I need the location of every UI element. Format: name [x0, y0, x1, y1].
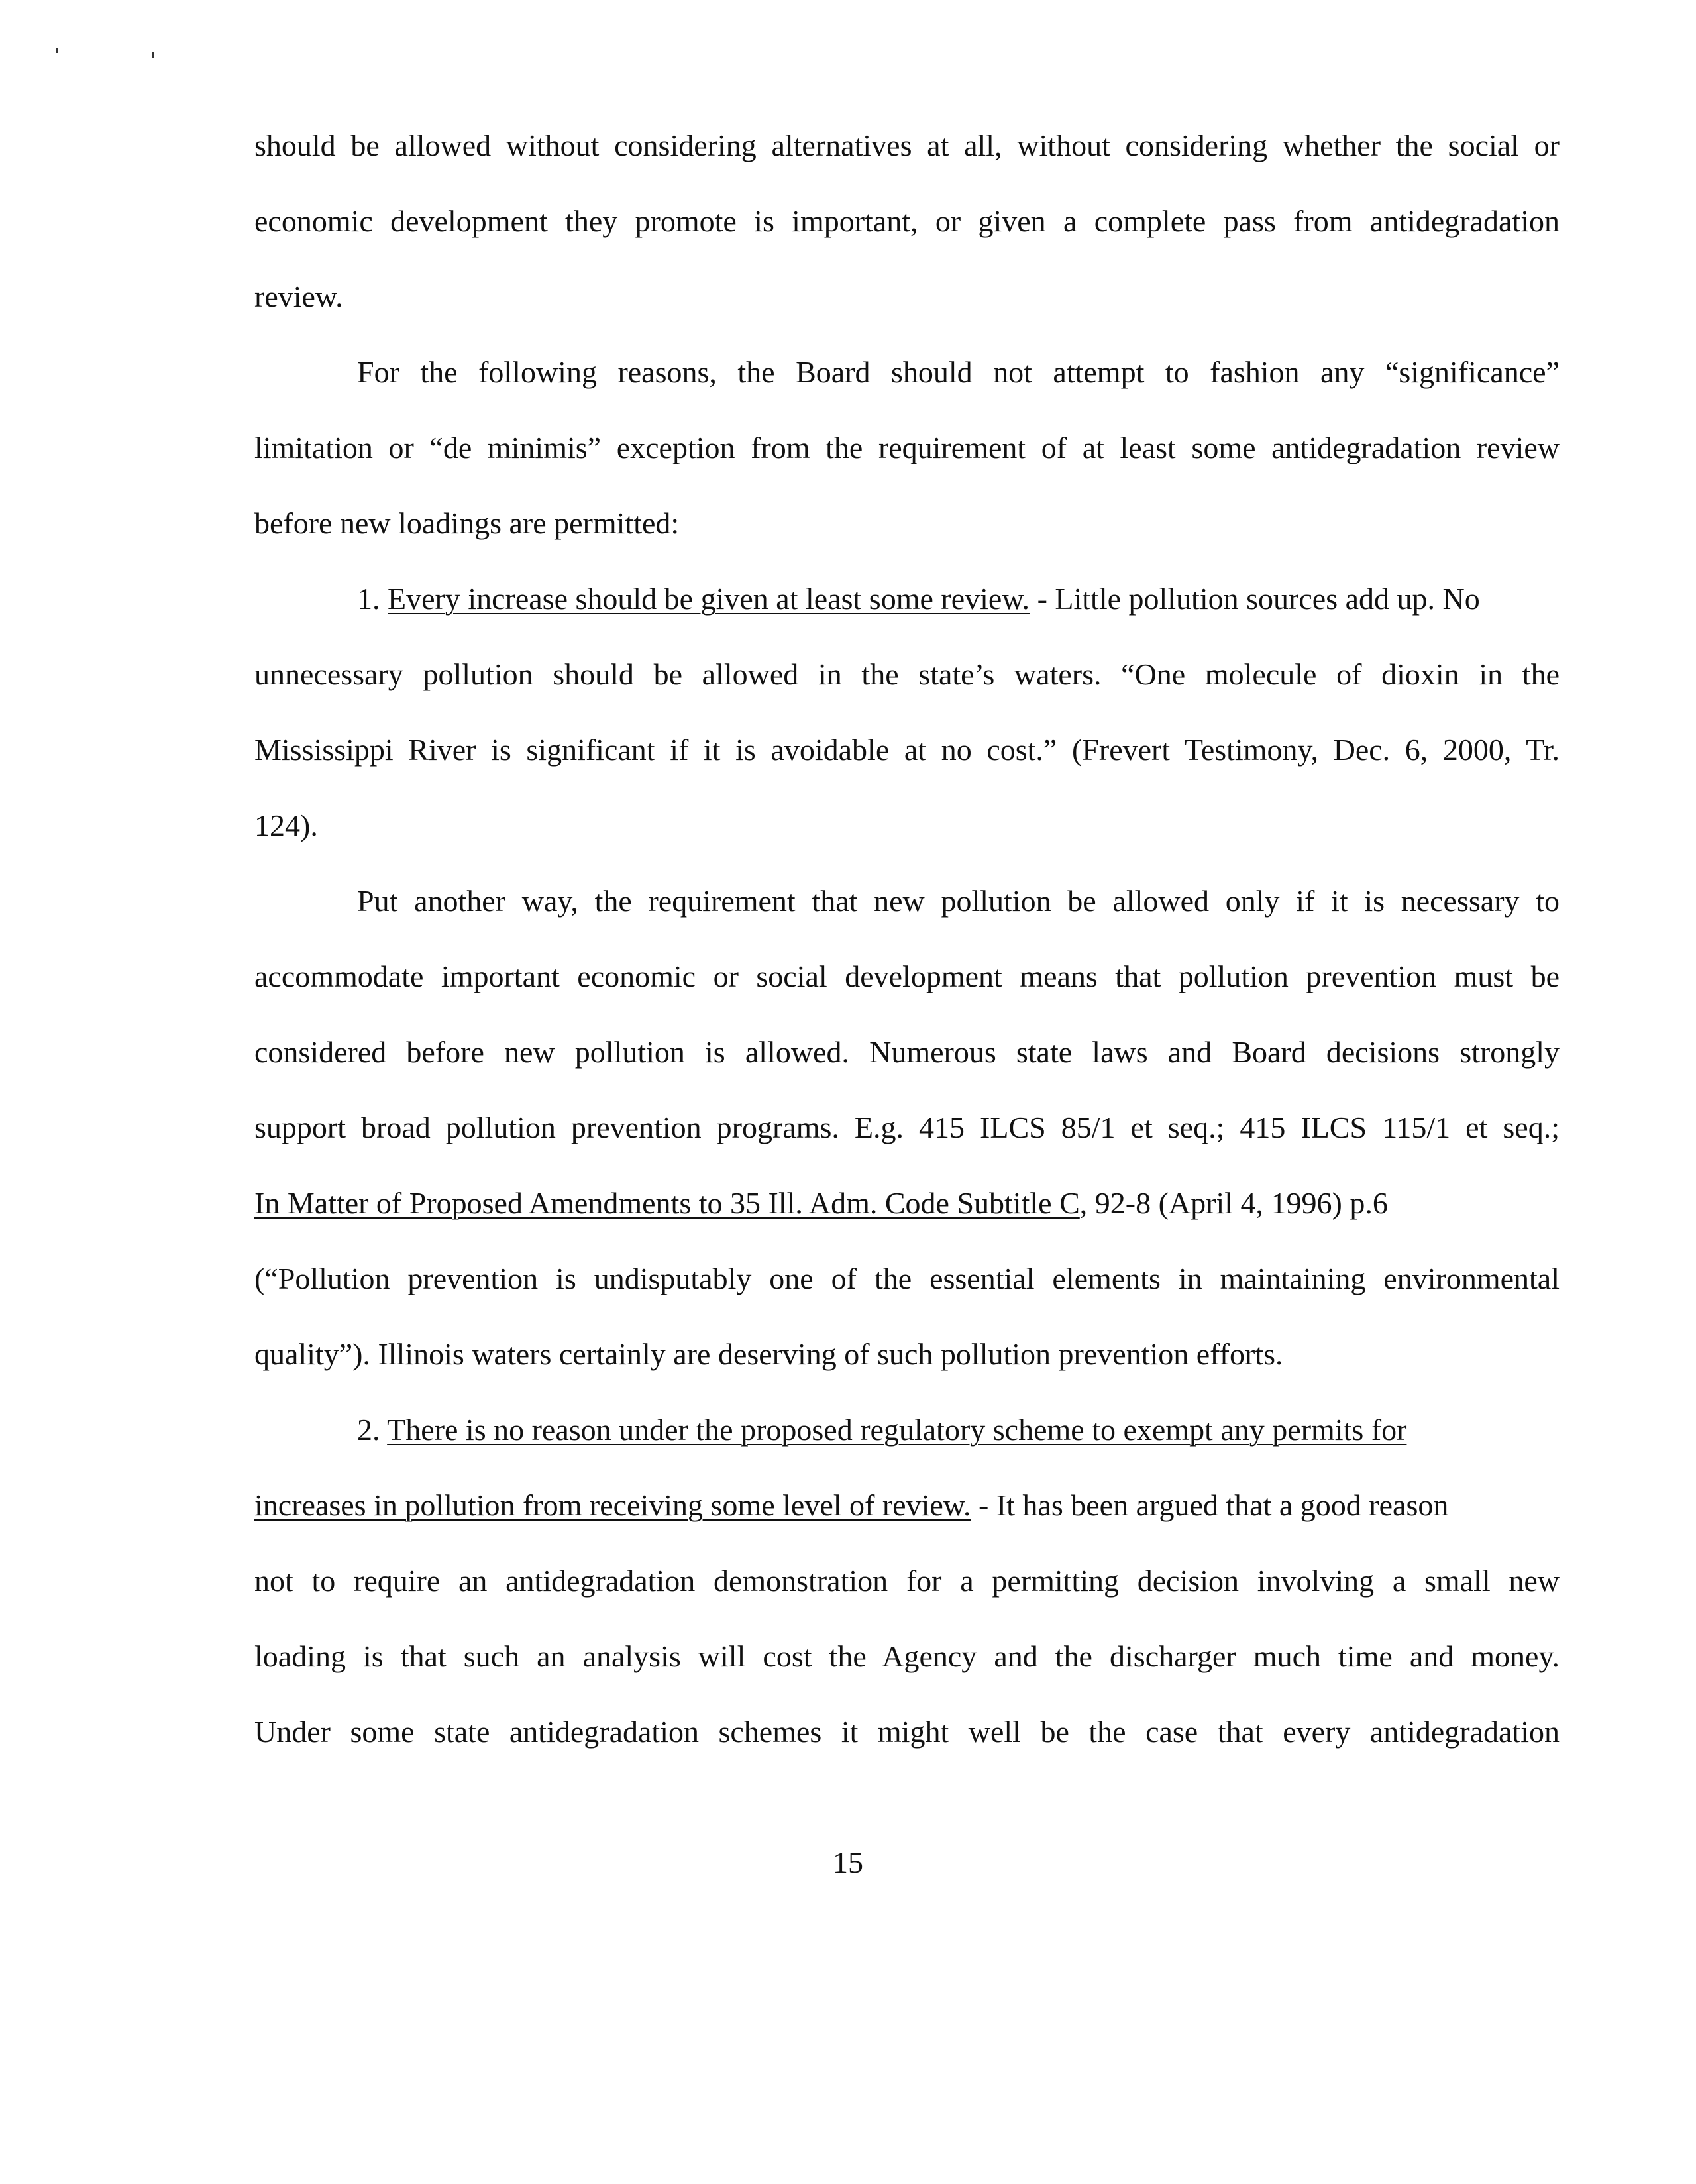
text-line: review.	[254, 280, 343, 313]
underlined-heading: Every increase should be given at least some review.	[388, 582, 1030, 616]
text-line: should be allowed without considering alternatives at all, without considering whether the social or	[254, 129, 1560, 162]
text-run: - It has been argued that a good reason	[971, 1488, 1449, 1522]
item-number: 1.	[357, 582, 380, 616]
text-line: not to require an antidegradation demonstration for a permitting decision involving a small new	[254, 1564, 1560, 1598]
text-line: For the following reasons, the Board should not attempt to fashion any “significance”	[357, 355, 1560, 389]
text-line	[254, 1188, 1560, 1219]
underlined-heading: There is no reason under the proposed regulatory scheme to exempt any permits for	[387, 1413, 1407, 1447]
text-line: before new loadings are permitted:	[254, 506, 680, 540]
text-line	[254, 1490, 1448, 1521]
scan-mark	[56, 48, 58, 53]
text-line: considered before new pollution is allowed. Numerous state laws and Board decisions strongly	[254, 1035, 1560, 1069]
text-line: economic development they promote is important, or given a complete pass from antidegradation	[254, 204, 1560, 238]
text-line: 124).	[254, 808, 318, 842]
text-line: Mississippi River is significant if it is avoidable at no cost.” (Frevert Testimony, Dec. 6, 2000, Tr.	[254, 733, 1560, 767]
text-line: unnecessary pollution should be allowed in the state’s waters. “One molecule of dioxin in the	[254, 657, 1560, 691]
text-run: - Little pollution sources add up. No	[1030, 582, 1480, 616]
page-number: 15	[833, 1845, 863, 1879]
text-line: Put another way, the requirement that new pollution be allowed only if it is necessary to	[357, 884, 1560, 918]
underlined-heading: increases in pollution from receiving some level of review.	[254, 1488, 971, 1522]
text-line: support broad pollution prevention programs. E.g. 415 ILCS 85/1 et seq.; 415 ILCS 115/1 et seq.;	[254, 1111, 1560, 1144]
text-line: quality”). Illinois waters certainly are deserving of such pollution prevention efforts.	[254, 1337, 1283, 1371]
text-line: Under some state antidegradation schemes it might well be the case that every antidegradation	[254, 1715, 1560, 1749]
text-line: limitation or “de minimis” exception from the requirement of at least some antidegradation review	[254, 431, 1560, 464]
scan-mark	[152, 52, 154, 58]
text-line	[357, 1415, 1406, 1445]
text-line: (“Pollution prevention is undisputably one of the essential elements in maintaining environmental	[254, 1262, 1560, 1295]
text-line: loading is that such an analysis will cost the Agency and the discharger much time and money.	[254, 1639, 1560, 1673]
text-line	[357, 584, 1480, 614]
text-run: , 92-8 (April 4, 1996) p.6	[1079, 1186, 1388, 1220]
case-citation: In Matter of Proposed Amendments to 35 Ill. Adm. Code Subtitle C	[254, 1186, 1080, 1220]
item-number: 2.	[357, 1413, 380, 1447]
text-line: accommodate important economic or social development means that pollution prevention must be	[254, 959, 1560, 993]
